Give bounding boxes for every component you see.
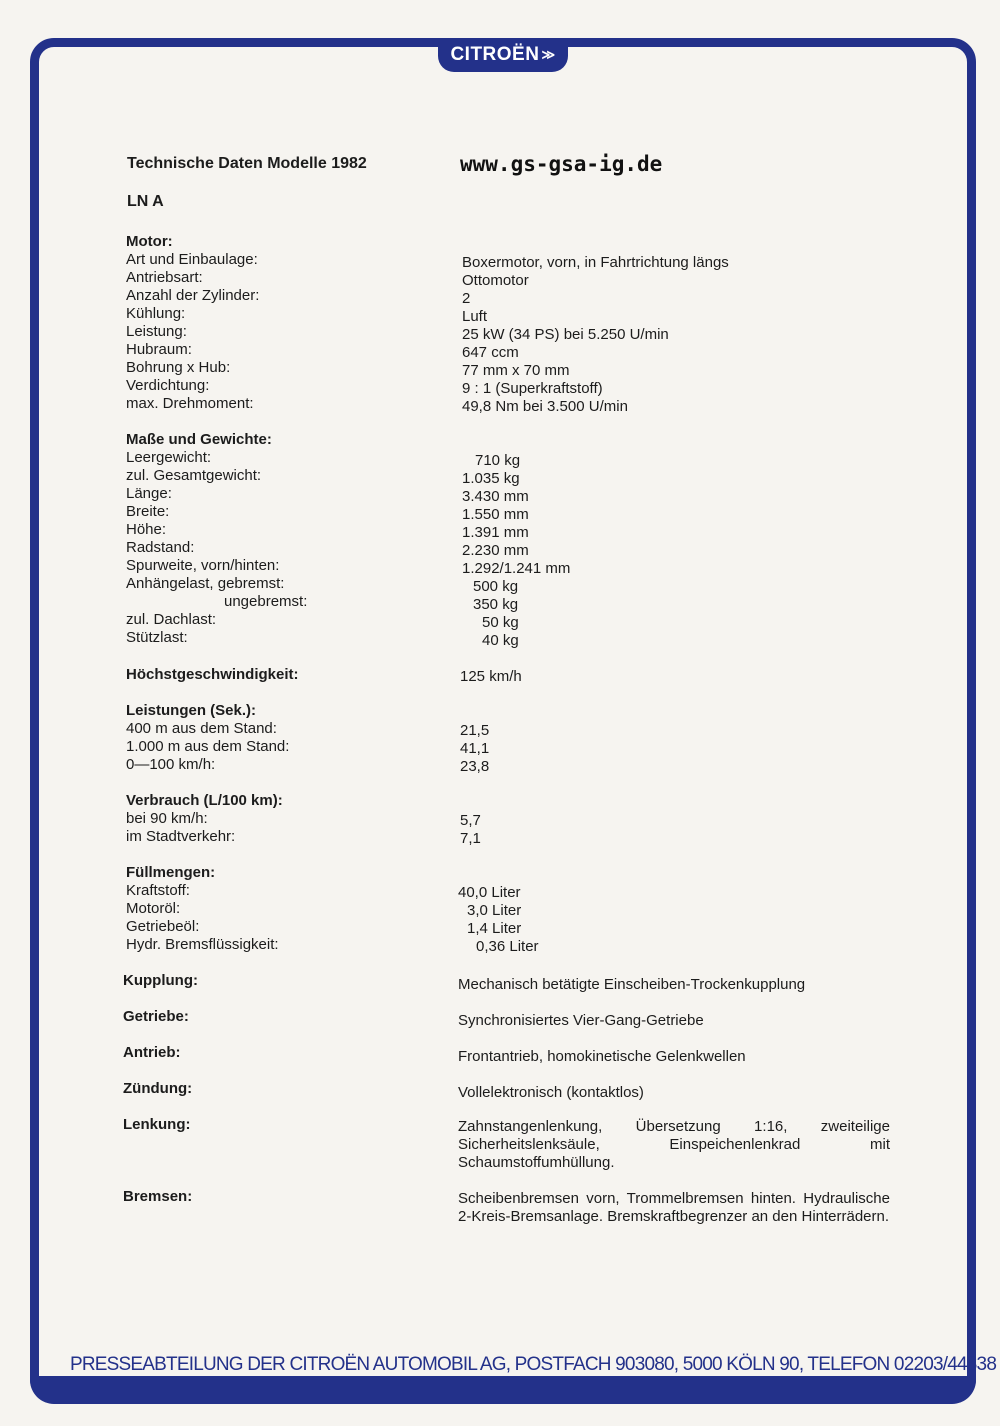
spec-value: Luft: [462, 308, 488, 325]
spec-label: im Stadtverkehr:: [126, 828, 236, 845]
spec-value: 0,36 Liter: [476, 938, 539, 955]
section-heading-masse: Maße und Gewichte:: [126, 431, 272, 448]
spec-value: 500 kg: [473, 578, 519, 595]
spec-value: 350 kg: [473, 596, 519, 613]
spec-label: bei 90 km/h:: [126, 810, 208, 827]
spec-value: 5,7: [460, 812, 481, 829]
spec-paragraph: Zahnstangenlenkung, Übersetzung 1:16, zweiteilige Sicherheitslenksäule, Einspeichenlenkrad mit Schaumstoffumhüllung.: [458, 1118, 890, 1171]
section-heading-kupplung: Kupplung:: [123, 972, 198, 989]
spec-label: Leergewicht:: [126, 449, 212, 466]
spec-label: Antriebsart:: [126, 269, 203, 286]
spec-value: 40,0 Liter: [458, 884, 521, 901]
section-heading-motor: Motor:: [126, 233, 173, 250]
spec-label: 0—100 km/h:: [126, 756, 216, 773]
spec-label: Kraftstoff:: [126, 882, 190, 899]
spec-value: 3,0 Liter: [467, 902, 522, 919]
spec-value: 40 kg: [482, 632, 519, 649]
spec-value: 125 km/h: [460, 668, 522, 685]
section-heading-getriebe: Getriebe:: [123, 1008, 189, 1025]
section-heading-zuendung: Zündung:: [123, 1080, 193, 1097]
spec-value: 1.391 mm: [462, 524, 529, 541]
spec-value: 2: [462, 290, 471, 307]
spec-value: 2.230 mm: [462, 542, 529, 559]
footer-address: PRESSEABTEILUNG DER CITROËN AUTOMOBIL AG, POSTFACH 903080, 5000 KÖLN 90, TELEFON 02203/44338: [70, 1354, 997, 1375]
spec-value: 7,1: [460, 830, 481, 847]
brand-logo: [438, 38, 568, 72]
spec-value: 3.430 mm: [462, 488, 529, 505]
spec-value: 21,5: [460, 722, 490, 739]
doc-url: www.gs-gsa-ig.de: [460, 152, 663, 176]
section-heading-bremsen: Bremsen:: [123, 1188, 193, 1205]
model-name: LN A: [127, 193, 164, 210]
spec-value: 23,8: [460, 758, 490, 775]
spec-value: 9 : 1 (Superkraftstoff): [462, 380, 603, 397]
section-heading-fuellmengen: Füllmengen:: [126, 864, 216, 881]
spec-value: 41,1: [460, 740, 490, 757]
spec-value: Boxermotor, vorn, in Fahrtrichtung längs: [462, 254, 729, 271]
spec-paragraph: Scheibenbremsen vorn, Trommelbremsen hinten. Hydraulische 2-Kreis-Bremsanlage. Bremskraftbegrenzer an den Hinterrädern.: [458, 1190, 890, 1225]
spec-value: 50 kg: [482, 614, 519, 631]
spec-value: 25 kW (34 PS) bei 5.250 U/min: [462, 326, 669, 343]
spec-value: 1.035 kg: [462, 470, 520, 487]
spec-label: max. Drehmoment:: [126, 395, 254, 412]
spec-label: Anhängelast, gebremst:: [126, 575, 285, 592]
spec-label: Art und Einbaulage:: [126, 251, 258, 268]
spec-label: Hydr. Bremsflüssigkeit:: [126, 936, 279, 953]
spec-label: Motoröl:: [126, 900, 181, 917]
section-heading-verbrauch: Verbrauch (L/100 km):: [126, 792, 283, 809]
spec-label: Kühlung:: [126, 305, 186, 322]
spec-label: Hubraum:: [126, 341, 192, 358]
spec-value: 1,4 Liter: [467, 920, 522, 937]
spec-label: Bohrung x Hub:: [126, 359, 231, 376]
doc-title: Technische Daten Modelle 1982: [127, 155, 367, 172]
spec-label: ungebremst:: [224, 593, 308, 610]
brand-name: CITROËN: [450, 44, 540, 66]
spec-label: Leistung:: [126, 323, 187, 340]
spec-label: Radstand:: [126, 539, 195, 556]
spec-value: 647 ccm: [462, 344, 519, 361]
spec-label: Spurweite, vorn/hinten:: [126, 557, 280, 574]
spec-value: 1.292/1.241 mm: [462, 560, 571, 577]
spec-value: 49,8 Nm bei 3.500 U/min: [462, 398, 628, 415]
spec-label: Breite:: [126, 503, 170, 520]
spec-label: Anzahl der Zylinder:: [126, 287, 260, 304]
spec-label: zul. Dachlast:: [126, 611, 217, 628]
spec-value: Vollelektronisch (kontaktlos): [458, 1084, 644, 1101]
spec-value: Mechanisch betätigte Einscheiben-Trockenkupplung: [458, 976, 806, 993]
spec-label: zul. Gesamtgewicht:: [126, 467, 262, 484]
spec-value: Ottomotor: [462, 272, 529, 289]
spec-label: Höhe:: [126, 521, 167, 538]
bottom-bar: [30, 1376, 976, 1404]
section-heading-lenkung: Lenkung:: [123, 1116, 191, 1133]
section-heading-leistungen: Leistungen (Sek.):: [126, 702, 257, 719]
spec-value: 77 mm x 70 mm: [462, 362, 570, 379]
spec-label: Getriebeöl:: [126, 918, 200, 935]
spec-label: Länge:: [126, 485, 172, 502]
chevron-logo-icon: ≫: [541, 47, 556, 62]
spec-label: 400 m aus dem Stand:: [126, 720, 277, 737]
spec-value: Frontantrieb, homokinetische Gelenkwellen: [458, 1048, 746, 1065]
spec-label: Stützlast:: [126, 629, 188, 646]
spec-label: Verdichtung:: [126, 377, 210, 394]
spec-value: 1.550 mm: [462, 506, 529, 523]
section-heading-antrieb: Antrieb:: [123, 1044, 181, 1061]
spec-value: 710 kg: [475, 452, 521, 469]
spec-label: 1.000 m aus dem Stand:: [126, 738, 290, 755]
section-heading-speed: Höchstgeschwindigkeit:: [126, 666, 299, 683]
spec-value: Synchronisiertes Vier-Gang-Getriebe: [458, 1012, 704, 1029]
